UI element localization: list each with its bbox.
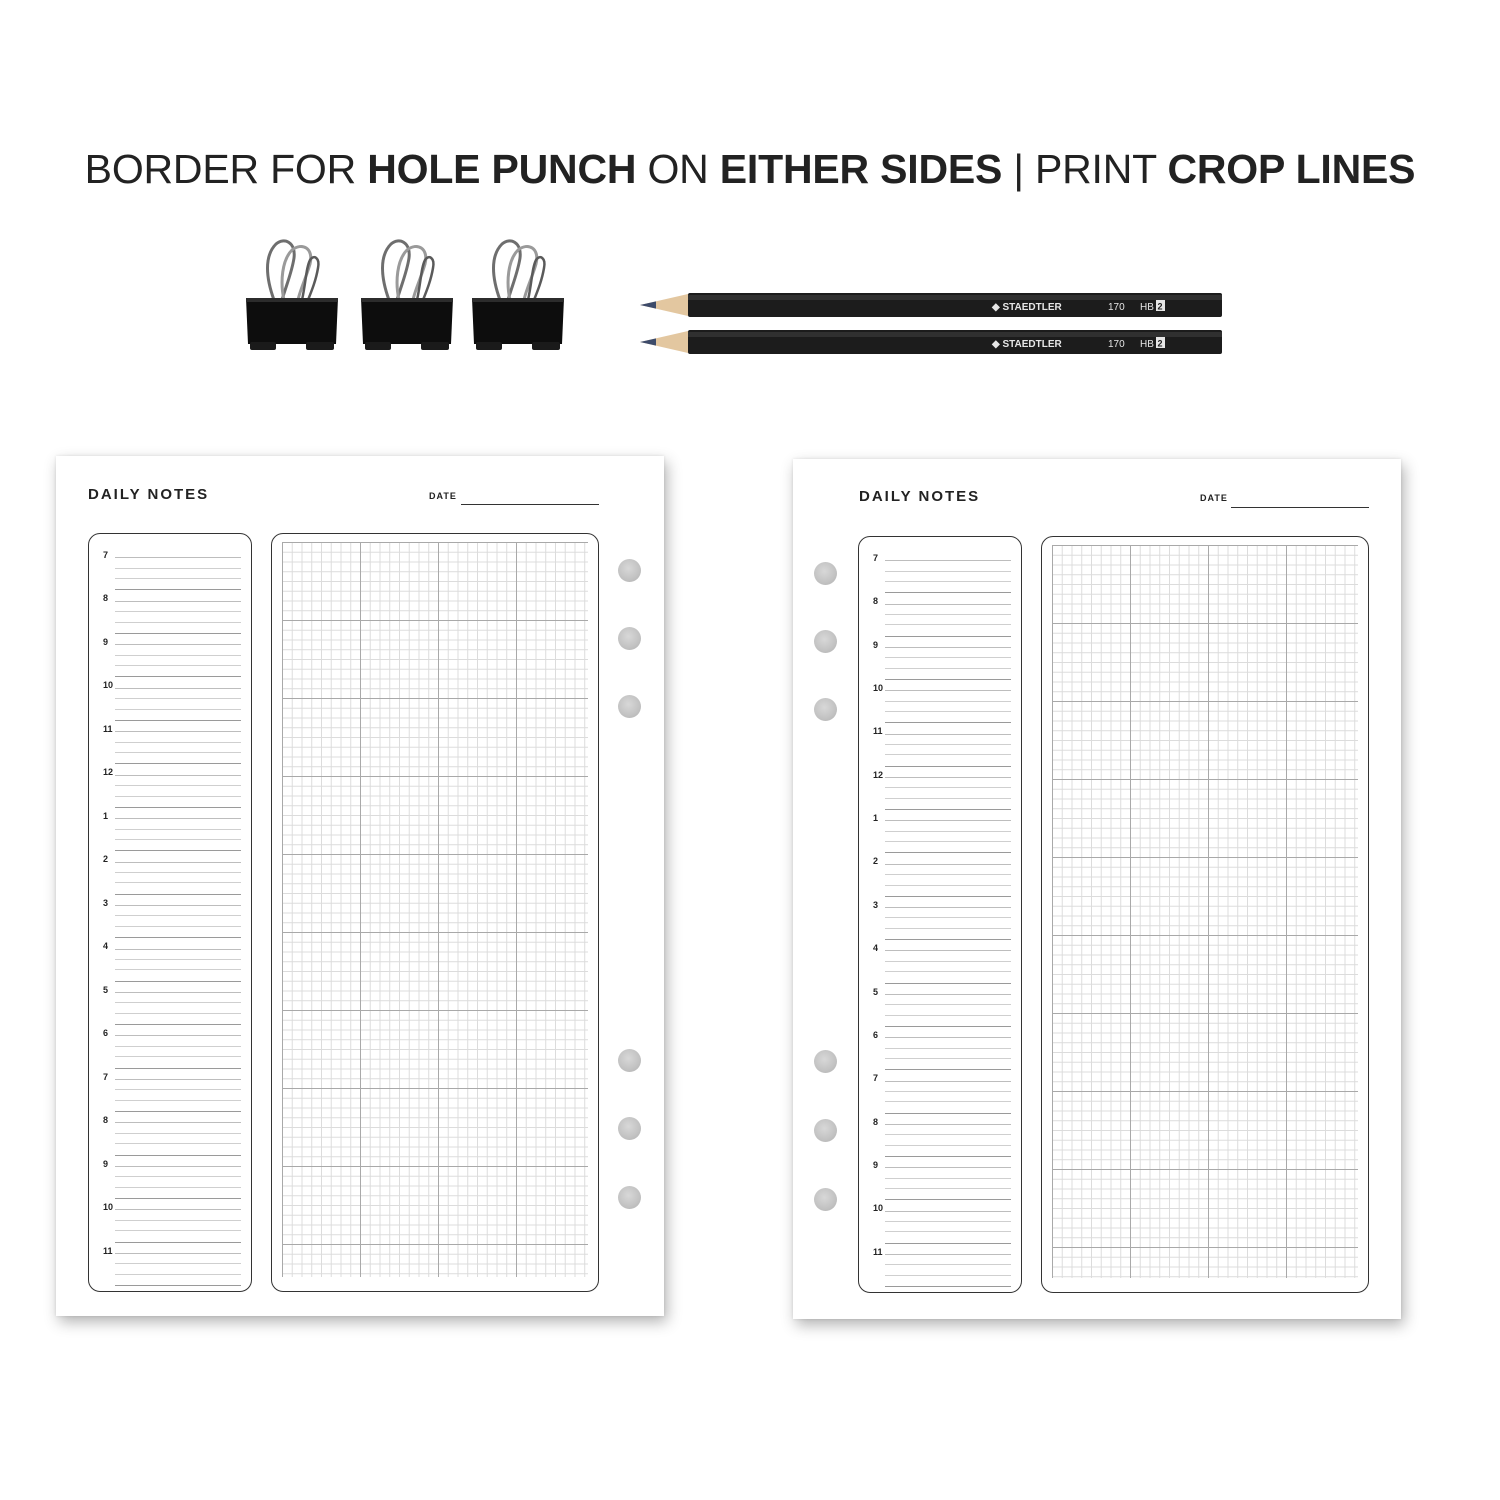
writing-line: [885, 754, 1011, 755]
hour-label: 6: [873, 1029, 879, 1040]
hour-label: 4: [873, 943, 879, 954]
writing-line: [115, 949, 241, 950]
writing-line: [115, 1143, 241, 1144]
writing-line: [885, 798, 1011, 799]
hour-label: 9: [103, 636, 109, 647]
writing-line: [885, 1134, 1011, 1135]
writing-line: [885, 1231, 1011, 1232]
writing-line: [115, 926, 241, 927]
writing-line: [885, 874, 1011, 875]
hour-label: 8: [103, 1115, 109, 1126]
hour-row[interactable]: [859, 939, 1021, 982]
writing-line: [885, 1091, 1011, 1092]
hour-label: 11: [103, 723, 113, 734]
punch-hole: [618, 559, 641, 582]
writing-line: [885, 1145, 1011, 1146]
grid-notes-area[interactable]: [271, 533, 599, 1292]
grid-pattern: [1052, 545, 1358, 1278]
hourly-schedule: [858, 536, 1022, 1293]
writing-line: [115, 1089, 241, 1090]
date-label: DATE: [429, 491, 457, 501]
writing-line: [885, 1167, 1011, 1168]
writing-line: [885, 1124, 1011, 1125]
writing-line: [885, 1037, 1011, 1038]
hour-row[interactable]: [859, 1243, 1021, 1286]
writing-line: [115, 796, 241, 797]
writing-line: [885, 885, 1011, 886]
punch-hole: [814, 1119, 837, 1142]
hour-label: 2: [873, 856, 879, 867]
writing-line: [115, 578, 241, 579]
hour-label: 12: [873, 769, 884, 780]
writing-line: [115, 1100, 241, 1101]
hour-row[interactable]: [89, 1024, 251, 1067]
hour-label: 11: [103, 1245, 113, 1256]
binder-clip-icon: [359, 238, 455, 356]
hour-row[interactable]: [89, 807, 251, 850]
writing-line: [115, 655, 241, 656]
pencil-grade-num: 2: [1157, 301, 1163, 312]
writing-line: [885, 647, 1011, 648]
hour-row[interactable]: [859, 679, 1021, 722]
binder-clip-icon: [470, 238, 566, 356]
writing-line: [115, 775, 241, 776]
writing-line: [115, 1285, 241, 1286]
hour-label: 8: [873, 596, 879, 607]
writing-line: [885, 1101, 1011, 1102]
writing-line: [115, 1133, 241, 1134]
headline-part-6: CROP LINES: [1167, 146, 1416, 192]
punch-hole: [618, 627, 641, 650]
hour-label: 3: [873, 899, 879, 910]
writing-line: [885, 690, 1011, 691]
writing-line: [115, 698, 241, 699]
hour-label: 11: [873, 1246, 883, 1257]
hour-row[interactable]: [859, 766, 1021, 809]
writing-line: [885, 560, 1011, 561]
writing-line: [115, 915, 241, 916]
writing-line: [115, 1035, 241, 1036]
writing-line: [115, 688, 241, 689]
hour-row[interactable]: [89, 546, 251, 589]
writing-line: [115, 1220, 241, 1221]
writing-line: [115, 557, 241, 558]
writing-line: [885, 994, 1011, 995]
headline-part-3: ON: [636, 146, 720, 192]
punch-hole: [618, 1186, 641, 1209]
writing-line: [885, 831, 1011, 832]
hour-row[interactable]: [89, 981, 251, 1024]
hour-row[interactable]: [859, 636, 1021, 679]
hour-label: 2: [103, 854, 109, 865]
writing-line: [115, 872, 241, 873]
hour-label: 12: [103, 767, 114, 778]
writing-line: [885, 668, 1011, 669]
writing-line: [885, 1275, 1011, 1276]
pencil-brand: ◆ STAEDTLER: [992, 339, 1062, 350]
date-field[interactable]: [461, 504, 599, 505]
writing-line: [115, 1274, 241, 1275]
hour-row[interactable]: [859, 1069, 1021, 1112]
writing-line: [885, 711, 1011, 712]
writing-line: [885, 1015, 1011, 1016]
writing-line: [115, 905, 241, 906]
writing-line: [115, 1263, 241, 1264]
punch-hole: [814, 1050, 837, 1073]
writing-line: [885, 624, 1011, 625]
writing-line: [885, 604, 1011, 605]
hour-label: 7: [103, 550, 109, 560]
hour-row[interactable]: [89, 1198, 251, 1241]
writing-line: [885, 1221, 1011, 1222]
writing-line: [115, 568, 241, 569]
writing-line: [885, 581, 1011, 582]
writing-line: [885, 701, 1011, 702]
pencil-icon: [640, 290, 1224, 320]
hour-label: 5: [873, 986, 879, 997]
headline-part-2: HOLE PUNCH: [367, 146, 637, 192]
writing-line: [115, 829, 241, 830]
date-label: DATE: [1200, 493, 1228, 503]
hour-label: 3: [103, 897, 109, 908]
hour-label: 7: [103, 1071, 109, 1082]
writing-line: [885, 1058, 1011, 1059]
writing-line: [115, 1002, 241, 1003]
page-title: DAILY NOTES: [88, 486, 210, 503]
hour-label: 10: [103, 1202, 114, 1213]
writing-line: [115, 752, 241, 753]
writing-line: [115, 1013, 241, 1014]
hour-label: 6: [103, 1028, 109, 1039]
date-field[interactable]: [1231, 507, 1369, 508]
punch-hole: [618, 695, 641, 718]
writing-line: [885, 571, 1011, 572]
writing-line: [115, 1056, 241, 1057]
hour-label: 5: [103, 984, 109, 995]
writing-line: [885, 841, 1011, 842]
writing-line: [115, 1230, 241, 1231]
hour-row[interactable]: [859, 722, 1021, 765]
hour-row[interactable]: [89, 937, 251, 980]
grid-notes-area[interactable]: [1041, 536, 1369, 1293]
writing-line: [885, 928, 1011, 929]
hourly-schedule: [88, 533, 252, 1292]
writing-line: [115, 709, 241, 710]
hour-row[interactable]: [859, 549, 1021, 592]
hour-label: 10: [103, 680, 114, 691]
writing-line: [885, 1048, 1011, 1049]
planner-page-2: [793, 459, 1401, 1319]
hour-row[interactable]: [859, 1113, 1021, 1156]
writing-line: [115, 959, 241, 960]
writing-line: [115, 1187, 241, 1188]
writing-line: [115, 611, 241, 612]
hour-label: 9: [873, 639, 879, 650]
hour-row[interactable]: [89, 1111, 251, 1154]
writing-line: [885, 864, 1011, 865]
writing-line: [115, 839, 241, 840]
hour-row[interactable]: [859, 852, 1021, 895]
hour-row[interactable]: [859, 1026, 1021, 1069]
writing-line: [885, 1081, 1011, 1082]
writing-line: [885, 917, 1011, 918]
writing-line: [115, 1253, 241, 1254]
writing-line: [115, 992, 241, 993]
writing-line: [885, 657, 1011, 658]
headline-part-1: BORDER FOR: [84, 146, 368, 192]
writing-line: [115, 1122, 241, 1123]
hour-label: 1: [103, 810, 109, 821]
hour-row[interactable]: [859, 983, 1021, 1026]
writing-line: [115, 1166, 241, 1167]
writing-line: [115, 742, 241, 743]
hour-label: 4: [103, 941, 109, 952]
hour-row[interactable]: [89, 763, 251, 806]
hour-label: 7: [873, 1073, 879, 1084]
writing-line: [885, 614, 1011, 615]
hour-label: 8: [103, 593, 109, 604]
writing-line: [885, 1211, 1011, 1212]
writing-line: [885, 1286, 1011, 1287]
writing-line: [115, 601, 241, 602]
hour-label: 11: [873, 726, 883, 737]
punch-hole: [814, 698, 837, 721]
writing-line: [115, 665, 241, 666]
punch-hole: [618, 1049, 641, 1072]
pencil-model: 170: [1108, 302, 1125, 313]
binder-clip-icon: [244, 238, 340, 356]
punch-hole: [618, 1117, 641, 1140]
writing-line: [115, 731, 241, 732]
hour-row[interactable]: [859, 896, 1021, 939]
pencil-grade: HB: [1140, 339, 1154, 350]
hour-row[interactable]: [89, 1068, 251, 1111]
writing-line: [885, 1188, 1011, 1189]
grid-pattern: [282, 542, 588, 1277]
writing-line: [115, 969, 241, 970]
hour-row[interactable]: [89, 633, 251, 676]
punch-hole: [814, 1188, 837, 1211]
planner-page-1: [56, 456, 664, 1316]
writing-line: [885, 1004, 1011, 1005]
hour-row[interactable]: [89, 850, 251, 893]
writing-line: [885, 961, 1011, 962]
hour-label: 1: [873, 813, 879, 824]
writing-line: [115, 785, 241, 786]
pencil-grade: HB: [1140, 302, 1154, 313]
pencil-brand: ◆ STAEDTLER: [992, 302, 1062, 313]
writing-line: [115, 1046, 241, 1047]
writing-line: [115, 644, 241, 645]
headline: [0, 146, 1500, 193]
hour-row[interactable]: [89, 720, 251, 763]
writing-line: [115, 1209, 241, 1210]
page-title: DAILY NOTES: [859, 488, 981, 505]
writing-line: [885, 744, 1011, 745]
writing-line: [115, 1079, 241, 1080]
hour-row[interactable]: [89, 589, 251, 632]
headline-part-5: | PRINT: [1002, 146, 1168, 192]
writing-line: [115, 1176, 241, 1177]
writing-line: [885, 787, 1011, 788]
hour-row[interactable]: [89, 676, 251, 719]
writing-line: [885, 820, 1011, 821]
writing-line: [885, 734, 1011, 735]
pencil-icon: [640, 327, 1224, 357]
writing-line: [885, 950, 1011, 951]
headline-part-4: EITHER SIDES: [719, 146, 1003, 192]
hour-row[interactable]: [89, 1155, 251, 1198]
hour-row[interactable]: [89, 1242, 251, 1285]
hour-label: 10: [873, 683, 884, 694]
hour-row[interactable]: [859, 809, 1021, 852]
writing-line: [115, 862, 241, 863]
writing-line: [885, 907, 1011, 908]
hour-label: 7: [873, 553, 879, 563]
writing-line: [885, 1264, 1011, 1265]
punch-hole: [814, 562, 837, 585]
pencil-grade-num: 2: [1157, 338, 1163, 349]
writing-line: [115, 622, 241, 623]
writing-line: [885, 971, 1011, 972]
writing-line: [885, 1178, 1011, 1179]
hour-row[interactable]: [859, 1199, 1021, 1242]
hour-label: 9: [873, 1159, 879, 1170]
hour-row[interactable]: [89, 894, 251, 937]
writing-line: [115, 882, 241, 883]
writing-line: [885, 1254, 1011, 1255]
writing-line: [885, 777, 1011, 778]
writing-line: [115, 818, 241, 819]
hour-label: 9: [103, 1158, 109, 1169]
hour-row[interactable]: [859, 1156, 1021, 1199]
pencil-model: 170: [1108, 339, 1125, 350]
punch-hole: [814, 630, 837, 653]
hour-row[interactable]: [859, 592, 1021, 635]
hour-label: 10: [873, 1203, 884, 1214]
hour-label: 8: [873, 1116, 879, 1127]
